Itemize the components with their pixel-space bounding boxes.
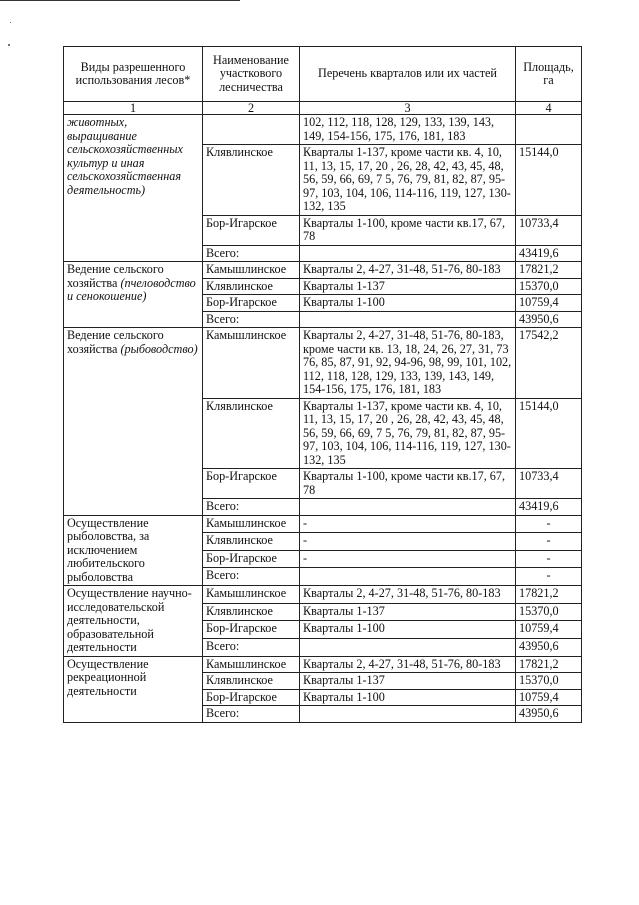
use-type-label: Осуществление рекреационной деятельности bbox=[67, 656, 149, 698]
quarters-list bbox=[300, 638, 516, 656]
column-number: 1 bbox=[64, 102, 203, 115]
quarters-list bbox=[300, 706, 516, 723]
quarters-list: Кварталы 1-137 bbox=[300, 603, 516, 621]
area-value bbox=[516, 115, 582, 145]
header-quarters: Перечень кварталов или их частей bbox=[300, 47, 516, 102]
forestry-name: Камышлинское bbox=[203, 328, 300, 399]
quarters-list: Кварталы 2, 4-27, 31-48, 51-76, 80-183 bbox=[300, 586, 516, 604]
use-type-note: (рыбоводство) bbox=[120, 341, 198, 356]
quarters-list: Кварталы 2, 4-27, 31-48, 51-76, 80-183, кроме части кв. 13, 18, 24, 26, 27, 31, 73 76, 85, 87, 91, 92, 94-96, 98, 99, 101, 102, 112, 118, 128, 129, 133, 139, 143, 149, 154-156, 175, 176, 181, 183 bbox=[300, 328, 516, 399]
forestry-name: Камышлинское bbox=[203, 515, 300, 533]
area-value: 17821,2 bbox=[516, 656, 582, 673]
area-value: 17821,2 bbox=[516, 586, 582, 604]
top-rule bbox=[0, 0, 240, 1]
area-value: 17542,2 bbox=[516, 328, 582, 399]
total-area: - bbox=[516, 568, 582, 586]
table-row bbox=[64, 656, 582, 673]
forest-use-table bbox=[63, 46, 582, 723]
quarters-list bbox=[300, 568, 516, 586]
area-value: 10733,4 bbox=[516, 215, 582, 245]
use-type-cell bbox=[64, 656, 203, 722]
quarters-list: Кварталы 2, 4-27, 31-48, 51-76, 80-183 bbox=[300, 656, 516, 673]
use-type-label: Ведение сельского хозяйства bbox=[67, 328, 164, 356]
forestry-name: Клявлинское bbox=[203, 145, 300, 216]
header-use-type: Виды разрешенного использования лесов* bbox=[64, 47, 203, 102]
quarters-list: - bbox=[300, 550, 516, 568]
area-value: 15370,0 bbox=[516, 603, 582, 621]
quarters-list: Кварталы 1-137 bbox=[300, 673, 516, 690]
use-type-label: Осуществление научно-исследовательской деятельности, образовательной деятельности bbox=[67, 586, 192, 654]
table-row bbox=[64, 262, 582, 279]
total-label: Всего: bbox=[203, 638, 300, 656]
total-label: Всего: bbox=[203, 245, 300, 262]
quarters-list: - bbox=[300, 533, 516, 551]
forestry-name: Бор-Игарское bbox=[203, 295, 300, 312]
use-type-cell bbox=[64, 515, 203, 586]
quarters-list: Кварталы 1-137, кроме части кв. 4, 10, 11, 13, 15, 17, 20 , 26, 28, 42, 43, 45, 48, 56, 59, 66, 69, 7 5, 76, 79, 81, 82, 87, 95-97, 103, 104, 106, 114-116, 119, 127, 130-132, 135 bbox=[300, 398, 516, 469]
total-label: Всего: bbox=[203, 311, 300, 328]
total-area: 43950,6 bbox=[516, 638, 582, 656]
column-number: 4 bbox=[516, 102, 582, 115]
total-area: 43950,6 bbox=[516, 311, 582, 328]
quarters-list: Кварталы 1-100 bbox=[300, 689, 516, 706]
forestry-name: Бор-Игарское bbox=[203, 469, 300, 499]
use-type-note: животных, выращивание сельскохозяйственных культур и иная сельскохозяйственная деятельность) bbox=[67, 115, 183, 197]
use-type-cell bbox=[64, 115, 203, 262]
table-header bbox=[64, 47, 582, 115]
area-value: - bbox=[516, 533, 582, 551]
quarters-list: Кварталы 2, 4-27, 31-48, 51-76, 80-183 bbox=[300, 262, 516, 279]
area-value: 17821,2 bbox=[516, 262, 582, 279]
table-row bbox=[64, 115, 582, 145]
quarters-list: 102, 112, 118, 128, 129, 133, 139, 143, 149, 154-156, 175, 176, 181, 183 bbox=[300, 115, 516, 145]
quarters-list bbox=[300, 245, 516, 262]
quarters-list: Кварталы 1-100 bbox=[300, 295, 516, 312]
area-value: 15144,0 bbox=[516, 145, 582, 216]
quarters-list bbox=[300, 311, 516, 328]
total-label: Всего: bbox=[203, 499, 300, 516]
column-number: 3 bbox=[300, 102, 516, 115]
forestry-name: Бор-Игарское bbox=[203, 689, 300, 706]
use-type-cell bbox=[64, 262, 203, 328]
forestry-name: Клявлинское bbox=[203, 673, 300, 690]
table-row bbox=[64, 515, 582, 533]
table-row bbox=[64, 328, 582, 399]
forestry-name: Бор-Игарское bbox=[203, 550, 300, 568]
forestry-name: Бор-Игарское bbox=[203, 215, 300, 245]
total-area: 43950,6 bbox=[516, 706, 582, 723]
use-type-cell bbox=[64, 586, 203, 657]
column-number: 2 bbox=[203, 102, 300, 115]
forestry-name: Камышлинское bbox=[203, 262, 300, 279]
area-value: 10733,4 bbox=[516, 469, 582, 499]
table-row bbox=[64, 586, 582, 604]
forestry-name: Клявлинское bbox=[203, 533, 300, 551]
scan-speck bbox=[8, 44, 10, 46]
quarters-list: - bbox=[300, 515, 516, 533]
table-body bbox=[64, 115, 582, 723]
area-value: - bbox=[516, 550, 582, 568]
forestry-name: Бор-Игарское bbox=[203, 621, 300, 639]
quarters-list: Кварталы 1-100 bbox=[300, 621, 516, 639]
total-area: 43419,6 bbox=[516, 245, 582, 262]
quarters-list bbox=[300, 499, 516, 516]
quarters-list: Кварталы 1-100, кроме части кв.17, 67, 78 bbox=[300, 215, 516, 245]
quarters-list: Кварталы 1-137 bbox=[300, 278, 516, 295]
total-area: 43419,6 bbox=[516, 499, 582, 516]
total-label: Всего: bbox=[203, 706, 300, 723]
use-type-label: Ведение сельского хозяйства bbox=[67, 262, 164, 290]
use-type-label: Осуществление рыболовства, за исключением любительского рыболовства bbox=[67, 515, 150, 584]
area-value: 15370,0 bbox=[516, 278, 582, 295]
area-value: 10759,4 bbox=[516, 621, 582, 639]
header-area: Площадь, га bbox=[516, 47, 582, 102]
forestry-name: Клявлинское bbox=[203, 278, 300, 295]
use-type-cell bbox=[64, 328, 203, 516]
forestry-name: Камышлинское bbox=[203, 586, 300, 604]
area-value: 10759,4 bbox=[516, 295, 582, 312]
forestry-name: Камышлинское bbox=[203, 656, 300, 673]
area-value: 10759,4 bbox=[516, 689, 582, 706]
forestry-name: Клявлинское bbox=[203, 603, 300, 621]
use-type-note: (пчеловодство и сенокошение) bbox=[67, 275, 196, 303]
area-value: - bbox=[516, 515, 582, 533]
area-value: 15370,0 bbox=[516, 673, 582, 690]
forestry-name bbox=[203, 115, 300, 145]
scan-speck bbox=[10, 22, 11, 23]
forestry-name: Клявлинское bbox=[203, 398, 300, 469]
quarters-list: Кварталы 1-100, кроме части кв.17, 67, 78 bbox=[300, 469, 516, 499]
quarters-list: Кварталы 1-137, кроме части кв. 4, 10, 11, 13, 15, 17, 20 , 26, 28, 42, 43, 45, 48, 56, 59, 66, 69, 7 5, 76, 79, 81, 82, 87, 95-97, 103, 104, 106, 114-116, 119, 127, 130-132, 135 bbox=[300, 145, 516, 216]
area-value: 15144,0 bbox=[516, 398, 582, 469]
header-forestry: Наименование участкового лесничества bbox=[203, 47, 300, 102]
total-label: Всего: bbox=[203, 568, 300, 586]
